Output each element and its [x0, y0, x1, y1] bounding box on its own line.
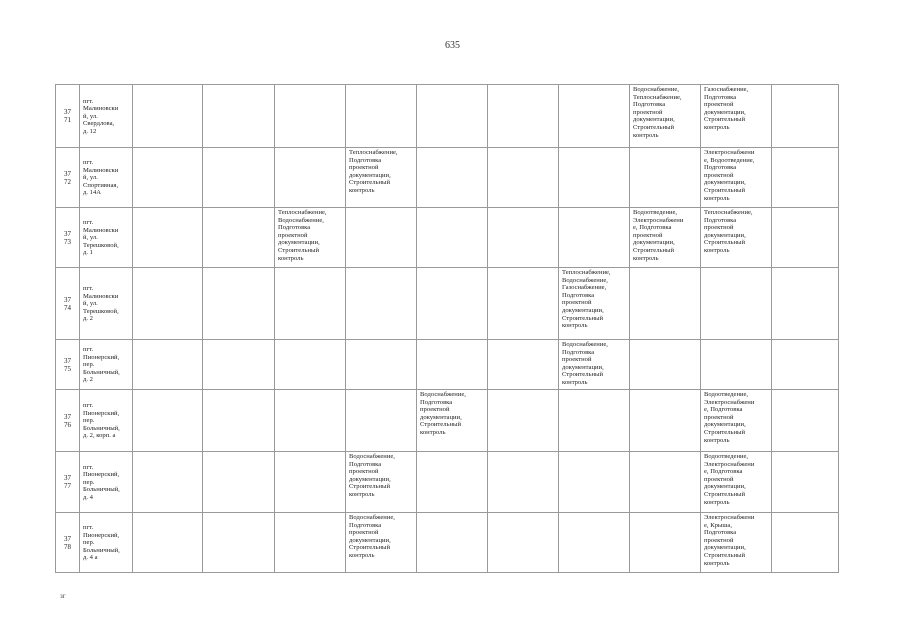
work-cell — [630, 340, 701, 390]
row-number-text: 37 71 — [64, 108, 71, 124]
work-cell — [701, 340, 772, 390]
work-cell — [559, 85, 630, 148]
work-cell — [772, 85, 839, 148]
work-text: Водоотведение, Электроснабжени e, Подготовка проектной документации, Строительный контроль — [633, 209, 684, 262]
work-cell — [772, 208, 839, 268]
work-cell — [488, 452, 559, 513]
work-cell — [203, 390, 275, 452]
work-cell — [701, 85, 772, 148]
row-number — [56, 452, 80, 513]
row-number-text: 37 78 — [64, 534, 71, 551]
work-cell — [133, 148, 203, 208]
work-cell — [559, 340, 630, 390]
work-cell — [488, 208, 559, 268]
work-cell — [275, 208, 346, 268]
work-cell — [701, 208, 772, 268]
work-cell — [630, 452, 701, 513]
work-cell — [488, 268, 559, 340]
work-cell — [417, 208, 488, 268]
work-cell — [133, 452, 203, 513]
work-text: Электроснабжени e, Водоотведение, Подготовка проектной документации, Строительный контроль — [704, 149, 755, 202]
work-cell — [133, 85, 203, 148]
work-cell — [488, 513, 559, 573]
work-cell — [630, 390, 701, 452]
address-cell — [80, 340, 133, 390]
address-text: пгт. Пионерский, пер. Больничный, д. 2, корп. а — [83, 402, 120, 440]
work-cell — [488, 340, 559, 390]
address-cell — [80, 268, 133, 340]
row-number — [56, 208, 80, 268]
work-cell — [346, 513, 417, 573]
work-cell — [417, 452, 488, 513]
work-cell — [417, 148, 488, 208]
row-number-text: 37 77 — [64, 474, 71, 490]
work-cell — [701, 390, 772, 452]
work-cell — [275, 390, 346, 452]
work-cell — [133, 208, 203, 268]
work-text: Электроснабжени e, Крыша, Подготовка проектной документации, Строительный контроль — [704, 514, 755, 567]
work-cell — [203, 208, 275, 268]
address-text: пгт. Малиновски й, ул. Терешковой, д. 2 — [83, 285, 119, 323]
work-cell — [417, 513, 488, 573]
work-cell — [630, 208, 701, 268]
row-number-text: 37 72 — [64, 169, 71, 186]
work-text: Водоснабжение, Подготовка проектной документации, Строительный контроль — [420, 391, 466, 436]
work-text: Водоснабжение, Теплоснабжение, Подготовка проектной документации, Строительный контроль — [633, 86, 682, 139]
work-cell — [559, 513, 630, 573]
work-text: Водоснабжение, Подготовка проектной документации, Строительный контроль — [349, 453, 395, 498]
address-cell — [80, 208, 133, 268]
work-cell — [275, 452, 346, 513]
table-row — [56, 268, 839, 340]
work-text: Водоснабжение, Подготовка проектной документации, Строительный контроль — [562, 341, 608, 386]
work-cell — [559, 452, 630, 513]
work-cell — [203, 452, 275, 513]
footer-mark: зг — [60, 592, 66, 600]
row-number — [56, 268, 80, 340]
row-number-text: 37 73 — [64, 229, 71, 246]
row-number-text: 37 75 — [64, 356, 71, 373]
address-cell — [80, 513, 133, 573]
row-number — [56, 390, 80, 452]
work-cell — [630, 85, 701, 148]
row-number — [56, 340, 80, 390]
work-cell — [275, 513, 346, 573]
work-cell — [346, 148, 417, 208]
work-cell — [701, 148, 772, 208]
work-cell — [346, 390, 417, 452]
work-cell — [346, 268, 417, 340]
work-cell — [772, 513, 839, 573]
work-cell — [275, 85, 346, 148]
work-cell — [203, 85, 275, 148]
work-cell — [275, 148, 346, 208]
works-table — [55, 84, 839, 573]
work-cell — [346, 85, 417, 148]
page-number: 635 — [445, 40, 460, 51]
work-cell — [133, 390, 203, 452]
work-cell — [275, 268, 346, 340]
address-cell — [80, 452, 133, 513]
work-cell — [772, 390, 839, 452]
work-cell — [275, 340, 346, 390]
address-text: пгт. Малиновски й, ул. Свердлова, д. 12 — [83, 97, 119, 135]
work-cell — [559, 148, 630, 208]
work-cell — [630, 513, 701, 573]
work-cell — [133, 268, 203, 340]
work-cell — [417, 85, 488, 148]
work-cell — [630, 148, 701, 208]
table-row — [56, 390, 839, 452]
address-cell — [80, 390, 133, 452]
row-number — [56, 513, 80, 573]
row-number — [56, 148, 80, 208]
work-text: Водоснабжение, Подготовка проектной документации, Строительный контроль — [349, 514, 395, 559]
table-row — [56, 340, 839, 390]
work-cell — [346, 340, 417, 390]
work-text: Теплоснабжение, Подготовка проектной документации, Строительный контроль — [349, 149, 398, 194]
address-cell — [80, 85, 133, 148]
work-cell — [346, 208, 417, 268]
table-row — [56, 513, 839, 573]
work-cell — [559, 390, 630, 452]
work-cell — [203, 513, 275, 573]
table-row — [56, 148, 839, 208]
row-number-text: 37 76 — [64, 412, 71, 429]
table-row — [56, 452, 839, 513]
work-cell — [346, 452, 417, 513]
work-text: Теплоснабжение, Водоснабжение, Подготовка проектной документации, Строительный контроль — [278, 209, 327, 262]
work-cell — [701, 513, 772, 573]
work-cell — [630, 268, 701, 340]
work-cell — [772, 340, 839, 390]
work-cell — [203, 340, 275, 390]
address-text: пгт. Пионерский, пер. Больничный, д. 4 а — [83, 524, 120, 562]
row-number — [56, 85, 80, 148]
work-cell — [488, 390, 559, 452]
row-number-text: 37 74 — [64, 295, 71, 312]
work-cell — [772, 452, 839, 513]
work-cell — [133, 340, 203, 390]
work-cell — [559, 268, 630, 340]
work-cell — [488, 148, 559, 208]
work-cell — [488, 85, 559, 148]
address-text: пгт. Пионерский, пер. Больничный, д. 4 — [83, 463, 120, 501]
work-text: Теплоснабжение, Подготовка проектной документации, Строительный контроль — [704, 209, 753, 254]
work-cell — [417, 340, 488, 390]
table-body — [56, 85, 839, 573]
address-text: пгт. Малиновски й, ул. Спортивная, д. 14А — [83, 159, 119, 197]
work-cell — [417, 390, 488, 452]
address-text: пгт. Пионерский, пер. Больничный, д. 2 — [83, 346, 120, 384]
table-row — [56, 208, 839, 268]
address-cell — [80, 148, 133, 208]
address-text: пгт. Малиновски й, ул. Терешковой, д. 1 — [83, 219, 119, 257]
work-cell — [133, 513, 203, 573]
work-cell — [772, 268, 839, 340]
work-cell — [772, 148, 839, 208]
work-text: Теплоснабжение, Водоснабжение, Газоснабжение, Подготовка проектной документации, Строительный контроль — [562, 269, 611, 330]
work-cell — [203, 268, 275, 340]
work-cell — [417, 268, 488, 340]
table-row — [56, 85, 839, 148]
work-text: Газоснабжение, Подготовка проектной документации, Строительный контроль — [704, 86, 749, 131]
work-cell — [701, 452, 772, 513]
work-text: Водоотведение, Электроснабжени e, Подготовка проектной документации, Строительный контроль — [704, 391, 755, 444]
work-cell — [559, 208, 630, 268]
work-cell — [701, 268, 772, 340]
work-cell — [203, 148, 275, 208]
work-text: Водоотведение, Электроснабжени e, Подготовка проектной документации, Строительный контроль — [704, 453, 755, 506]
